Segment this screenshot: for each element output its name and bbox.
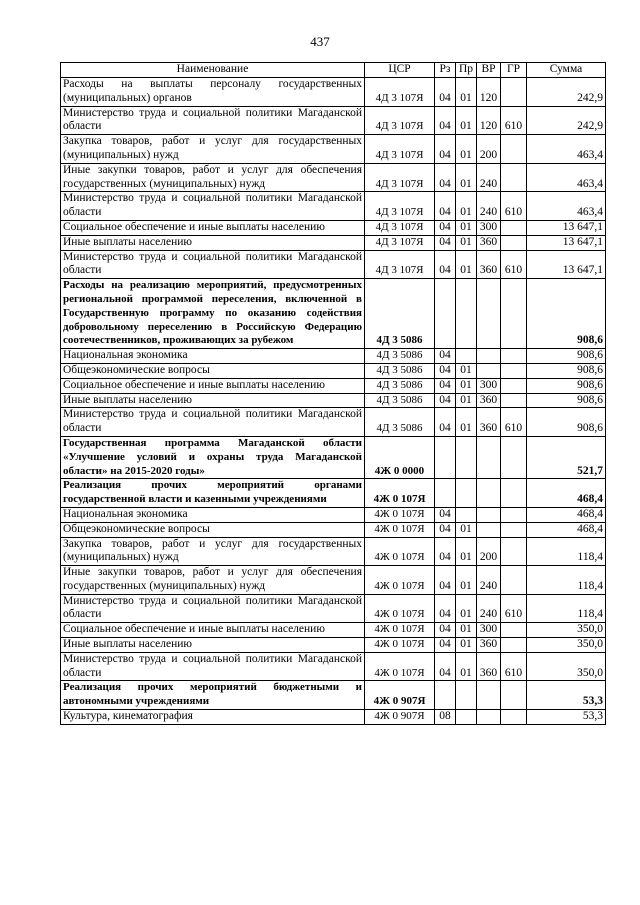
table-row bbox=[61, 681, 606, 710]
cell-vr bbox=[477, 522, 501, 537]
cell-csr: 4Ж 0 107Я bbox=[365, 522, 435, 537]
cell-name: Закупка товаров, работ и услуг для государственных (муниципальных) нужд bbox=[61, 537, 365, 566]
cell-sum: 908,6 bbox=[527, 378, 606, 393]
cell-csr: 4Д 3 5086 bbox=[365, 393, 435, 408]
cell-csr: 4Ж 0 107Я bbox=[365, 566, 435, 595]
cell-gr bbox=[501, 220, 527, 235]
cell-pr: 01 bbox=[456, 594, 477, 623]
cell-rz bbox=[435, 436, 456, 478]
cell-csr: 4Д 3 107Я bbox=[365, 220, 435, 235]
cell-pr: 01 bbox=[456, 250, 477, 279]
cell-rz: 04 bbox=[435, 522, 456, 537]
cell-sum: 350,0 bbox=[527, 652, 606, 681]
table-row bbox=[61, 163, 606, 192]
table-row bbox=[61, 192, 606, 221]
cell-sum: 468,4 bbox=[527, 507, 606, 522]
cell-gr: 610 bbox=[501, 106, 527, 135]
cell-name: Социальное обеспечение и иные выплаты населению bbox=[61, 220, 365, 235]
cell-pr bbox=[456, 279, 477, 349]
cell-gr bbox=[501, 537, 527, 566]
table-body bbox=[61, 78, 606, 725]
header-rz: Рз bbox=[435, 63, 456, 78]
cell-pr: 01 bbox=[456, 106, 477, 135]
cell-vr: 300 bbox=[477, 623, 501, 638]
cell-vr: 360 bbox=[477, 652, 501, 681]
cell-rz: 04 bbox=[435, 220, 456, 235]
cell-vr: 360 bbox=[477, 638, 501, 653]
header-pr: Пр bbox=[456, 63, 477, 78]
cell-rz: 04 bbox=[435, 393, 456, 408]
header-gr: ГР bbox=[501, 63, 527, 78]
cell-pr: 01 bbox=[456, 623, 477, 638]
cell-sum: 13 647,1 bbox=[527, 220, 606, 235]
cell-vr: 300 bbox=[477, 378, 501, 393]
cell-csr: 4Ж 0 107Я bbox=[365, 623, 435, 638]
cell-csr: 4Д 3 107Я bbox=[365, 163, 435, 192]
cell-vr: 300 bbox=[477, 220, 501, 235]
cell-sum: 53,3 bbox=[527, 681, 606, 710]
cell-rz: 04 bbox=[435, 349, 456, 364]
cell-csr: 4Д 3 107Я bbox=[365, 192, 435, 221]
cell-name: Общеэкономические вопросы bbox=[61, 522, 365, 537]
cell-csr: 4Д 3 107Я bbox=[365, 250, 435, 279]
cell-pr: 01 bbox=[456, 537, 477, 566]
cell-sum: 468,4 bbox=[527, 522, 606, 537]
cell-sum: 908,6 bbox=[527, 408, 606, 437]
cell-rz: 08 bbox=[435, 710, 456, 725]
cell-rz: 04 bbox=[435, 192, 456, 221]
cell-csr: 4Д 3 107Я bbox=[365, 135, 435, 164]
cell-gr bbox=[501, 710, 527, 725]
cell-gr: 610 bbox=[501, 594, 527, 623]
cell-gr bbox=[501, 279, 527, 349]
cell-sum: 468,4 bbox=[527, 479, 606, 508]
table-row bbox=[61, 537, 606, 566]
cell-name: Министерство труда и социальной политики Магаданской области bbox=[61, 408, 365, 437]
cell-vr bbox=[477, 349, 501, 364]
cell-rz: 04 bbox=[435, 235, 456, 250]
table-row bbox=[61, 408, 606, 437]
cell-gr bbox=[501, 78, 527, 107]
table-row bbox=[61, 652, 606, 681]
table-row bbox=[61, 349, 606, 364]
cell-name: Министерство труда и социальной политики Магаданской области bbox=[61, 250, 365, 279]
table-row bbox=[61, 710, 606, 725]
header-csr: ЦСР bbox=[365, 63, 435, 78]
cell-name: Иные выплаты населению bbox=[61, 393, 365, 408]
cell-vr: 240 bbox=[477, 192, 501, 221]
cell-name: Социальное обеспечение и иные выплаты населению bbox=[61, 378, 365, 393]
cell-gr bbox=[501, 135, 527, 164]
cell-name: Реализация прочих мероприятий органами государственной власти и казенными учреждениями bbox=[61, 479, 365, 508]
cell-rz: 04 bbox=[435, 638, 456, 653]
cell-pr: 01 bbox=[456, 78, 477, 107]
cell-rz: 04 bbox=[435, 250, 456, 279]
cell-name: Расходы на реализацию мероприятий, предусмотренных региональной программой переселения, включенной в Государственную программу по оказанию содействия добровольному переселению в Российскую Федерацию соотечественников, проживающих за рубежом bbox=[61, 279, 365, 349]
cell-name: Закупка товаров, работ и услуг для государственных (муниципальных) нужд bbox=[61, 135, 365, 164]
cell-csr: 4Ж 0 107Я bbox=[365, 479, 435, 508]
cell-name: Иные выплаты населению bbox=[61, 235, 365, 250]
table-row bbox=[61, 235, 606, 250]
cell-csr: 4Д 3 5086 bbox=[365, 363, 435, 378]
cell-vr: 120 bbox=[477, 78, 501, 107]
cell-vr: 200 bbox=[477, 537, 501, 566]
cell-pr: 01 bbox=[456, 220, 477, 235]
cell-rz: 04 bbox=[435, 408, 456, 437]
page-number: 437 bbox=[310, 34, 330, 49]
cell-csr: 4Д 3 5086 bbox=[365, 408, 435, 437]
cell-name: Социальное обеспечение и иные выплаты населению bbox=[61, 623, 365, 638]
cell-name: Реализация прочих мероприятий бюджетными и автономными учреждениями bbox=[61, 681, 365, 710]
cell-vr bbox=[477, 710, 501, 725]
cell-name: Общеэкономические вопросы bbox=[61, 363, 365, 378]
cell-vr bbox=[477, 363, 501, 378]
table-row bbox=[61, 594, 606, 623]
cell-vr: 200 bbox=[477, 135, 501, 164]
cell-sum: 908,6 bbox=[527, 279, 606, 349]
cell-vr bbox=[477, 436, 501, 478]
cell-sum: 350,0 bbox=[527, 638, 606, 653]
cell-pr: 01 bbox=[456, 638, 477, 653]
cell-gr bbox=[501, 349, 527, 364]
cell-rz: 04 bbox=[435, 623, 456, 638]
table-row bbox=[61, 638, 606, 653]
cell-pr: 01 bbox=[456, 235, 477, 250]
cell-rz: 04 bbox=[435, 537, 456, 566]
cell-sum: 463,4 bbox=[527, 135, 606, 164]
cell-pr bbox=[456, 349, 477, 364]
cell-rz: 04 bbox=[435, 594, 456, 623]
cell-gr bbox=[501, 363, 527, 378]
cell-rz bbox=[435, 681, 456, 710]
cell-csr: 4Д 3 107Я bbox=[365, 78, 435, 107]
cell-csr: 4Ж 0 107Я bbox=[365, 652, 435, 681]
cell-gr: 610 bbox=[501, 408, 527, 437]
cell-name: Иные выплаты населению bbox=[61, 638, 365, 653]
table-row bbox=[61, 479, 606, 508]
cell-pr: 01 bbox=[456, 163, 477, 192]
cell-name: Министерство труда и социальной политики Магаданской области bbox=[61, 652, 365, 681]
cell-sum: 908,6 bbox=[527, 393, 606, 408]
cell-csr: 4Ж 0 107Я bbox=[365, 537, 435, 566]
cell-vr: 360 bbox=[477, 393, 501, 408]
cell-name: Государственная программа Магаданской области «Улучшение условий и охраны труда Магаданской области» на 2015-2020 годы» bbox=[61, 436, 365, 478]
cell-gr bbox=[501, 436, 527, 478]
cell-csr: 4Ж 0 0000 bbox=[365, 436, 435, 478]
cell-vr: 240 bbox=[477, 594, 501, 623]
cell-sum: 118,4 bbox=[527, 537, 606, 566]
cell-gr: 610 bbox=[501, 652, 527, 681]
cell-csr: 4Д 3 107Я bbox=[365, 235, 435, 250]
cell-sum: 908,6 bbox=[527, 349, 606, 364]
cell-gr: 610 bbox=[501, 250, 527, 279]
cell-sum: 463,4 bbox=[527, 163, 606, 192]
table-row bbox=[61, 135, 606, 164]
cell-vr: 240 bbox=[477, 566, 501, 595]
cell-pr: 01 bbox=[456, 566, 477, 595]
table-row bbox=[61, 279, 606, 349]
cell-pr: 01 bbox=[456, 408, 477, 437]
cell-gr bbox=[501, 393, 527, 408]
budget-table bbox=[60, 62, 606, 725]
cell-csr: 4Д 3 5086 bbox=[365, 349, 435, 364]
cell-rz: 04 bbox=[435, 566, 456, 595]
table-row bbox=[61, 106, 606, 135]
cell-rz: 04 bbox=[435, 652, 456, 681]
cell-pr: 01 bbox=[456, 393, 477, 408]
cell-rz: 04 bbox=[435, 507, 456, 522]
cell-gr bbox=[501, 522, 527, 537]
cell-csr: 4Ж 0 107Я bbox=[365, 638, 435, 653]
cell-gr bbox=[501, 507, 527, 522]
table-row bbox=[61, 566, 606, 595]
cell-vr bbox=[477, 681, 501, 710]
cell-name: Министерство труда и социальной политики Магаданской области bbox=[61, 594, 365, 623]
cell-name: Культура, кинематография bbox=[61, 710, 365, 725]
cell-pr: 01 bbox=[456, 135, 477, 164]
cell-csr: 4Д 3 5086 bbox=[365, 378, 435, 393]
cell-rz: 04 bbox=[435, 378, 456, 393]
cell-gr bbox=[501, 163, 527, 192]
cell-sum: 118,4 bbox=[527, 594, 606, 623]
cell-vr bbox=[477, 279, 501, 349]
cell-sum: 13 647,1 bbox=[527, 250, 606, 279]
cell-rz bbox=[435, 279, 456, 349]
cell-sum: 350,0 bbox=[527, 623, 606, 638]
cell-gr bbox=[501, 235, 527, 250]
cell-vr: 360 bbox=[477, 408, 501, 437]
cell-name: Иные закупки товаров, работ и услуг для обеспечения государственных (муниципальных) нужд bbox=[61, 163, 365, 192]
cell-rz bbox=[435, 479, 456, 508]
table-row bbox=[61, 507, 606, 522]
cell-csr: 4Ж 0 907Я bbox=[365, 681, 435, 710]
cell-gr bbox=[501, 378, 527, 393]
cell-name: Национальная экономика bbox=[61, 507, 365, 522]
table-row bbox=[61, 378, 606, 393]
table-row bbox=[61, 250, 606, 279]
cell-gr bbox=[501, 638, 527, 653]
table-header-row bbox=[61, 63, 606, 78]
cell-rz: 04 bbox=[435, 363, 456, 378]
cell-csr: 4Ж 0 107Я bbox=[365, 594, 435, 623]
cell-gr bbox=[501, 623, 527, 638]
cell-rz: 04 bbox=[435, 106, 456, 135]
cell-sum: 242,9 bbox=[527, 78, 606, 107]
cell-sum: 242,9 bbox=[527, 106, 606, 135]
table-row bbox=[61, 623, 606, 638]
table-row bbox=[61, 78, 606, 107]
cell-vr bbox=[477, 479, 501, 508]
table-row bbox=[61, 363, 606, 378]
cell-gr bbox=[501, 566, 527, 595]
cell-name: Иные закупки товаров, работ и услуг для обеспечения государственных (муниципальных) нужд bbox=[61, 566, 365, 595]
header-vr: ВР bbox=[477, 63, 501, 78]
cell-sum: 463,4 bbox=[527, 192, 606, 221]
cell-csr: 4Д 3 5086 bbox=[365, 279, 435, 349]
cell-csr: 4Ж 0 107Я bbox=[365, 507, 435, 522]
cell-gr bbox=[501, 479, 527, 508]
cell-rz: 04 bbox=[435, 135, 456, 164]
cell-sum: 521,7 bbox=[527, 436, 606, 478]
cell-vr: 360 bbox=[477, 235, 501, 250]
table-row bbox=[61, 436, 606, 478]
cell-pr bbox=[456, 710, 477, 725]
cell-vr: 360 bbox=[477, 250, 501, 279]
cell-gr: 610 bbox=[501, 192, 527, 221]
cell-name: Министерство труда и социальной политики Магаданской области bbox=[61, 192, 365, 221]
cell-vr: 240 bbox=[477, 163, 501, 192]
cell-csr: 4Ж 0 907Я bbox=[365, 710, 435, 725]
table-row bbox=[61, 522, 606, 537]
cell-pr: 01 bbox=[456, 192, 477, 221]
cell-pr bbox=[456, 681, 477, 710]
cell-sum: 53,3 bbox=[527, 710, 606, 725]
cell-pr: 01 bbox=[456, 378, 477, 393]
cell-name: Расходы на выплаты персоналу государственных (муниципальных) органов bbox=[61, 78, 365, 107]
cell-rz: 04 bbox=[435, 78, 456, 107]
cell-pr bbox=[456, 436, 477, 478]
table-row bbox=[61, 393, 606, 408]
cell-sum: 118,4 bbox=[527, 566, 606, 595]
cell-vr: 120 bbox=[477, 106, 501, 135]
cell-gr bbox=[501, 681, 527, 710]
header-sum: Сумма bbox=[527, 63, 606, 78]
cell-pr: 01 bbox=[456, 522, 477, 537]
cell-pr bbox=[456, 479, 477, 508]
cell-rz: 04 bbox=[435, 163, 456, 192]
cell-csr: 4Д 3 107Я bbox=[365, 106, 435, 135]
cell-sum: 908,6 bbox=[527, 363, 606, 378]
cell-pr bbox=[456, 507, 477, 522]
header-name: Наименование bbox=[61, 63, 365, 78]
cell-sum: 13 647,1 bbox=[527, 235, 606, 250]
cell-name: Национальная экономика bbox=[61, 349, 365, 364]
cell-name: Министерство труда и социальной политики Магаданской области bbox=[61, 106, 365, 135]
cell-vr bbox=[477, 507, 501, 522]
table-row bbox=[61, 220, 606, 235]
cell-pr: 01 bbox=[456, 652, 477, 681]
cell-pr: 01 bbox=[456, 363, 477, 378]
